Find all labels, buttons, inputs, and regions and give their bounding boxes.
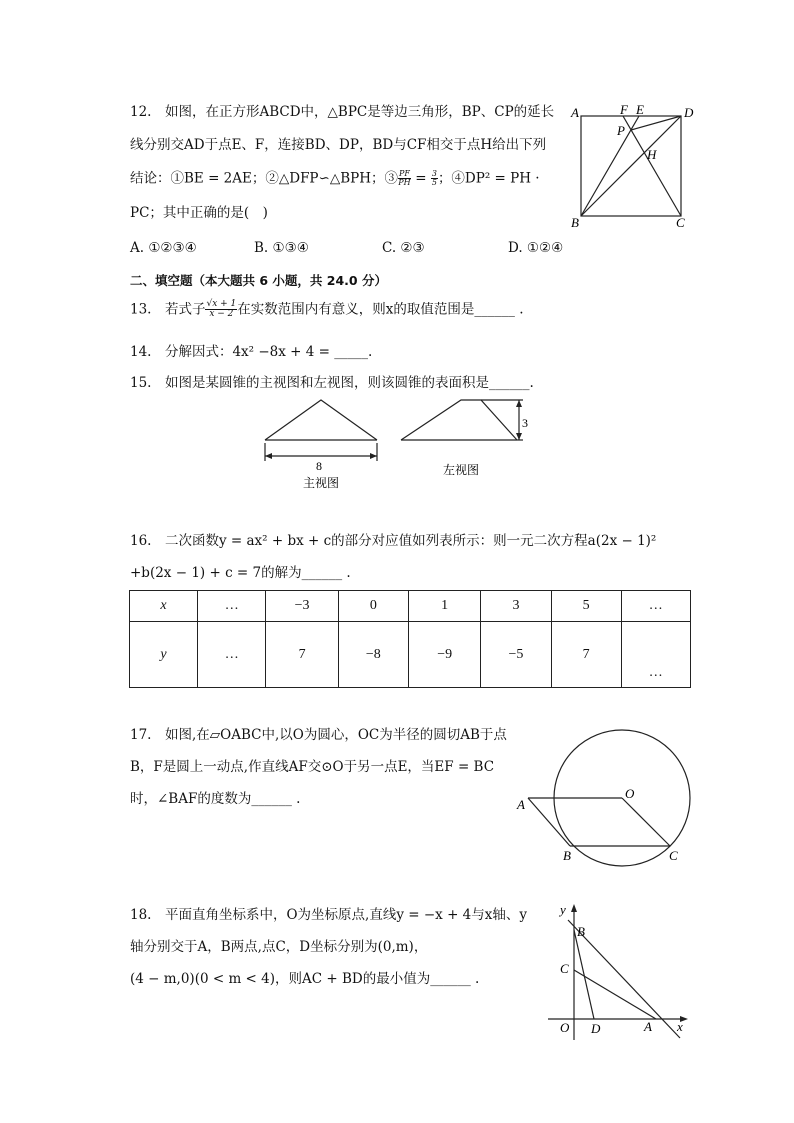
frac-eq: = [410, 170, 431, 187]
q17-circle-figure [512, 738, 697, 866]
cell: … [621, 622, 690, 688]
q12-line3-a: 结论：①BE = 2AE；②△DFP∽△BPH；③ [130, 170, 398, 187]
cell: 0 [338, 591, 408, 622]
arrow-down [516, 433, 522, 440]
q12-line4: PC；其中正确的是( ) [130, 205, 268, 221]
q13-fraction [205, 300, 237, 320]
q12-option-c[interactable]: C. ②③ [382, 240, 425, 256]
q12-line3 [130, 170, 540, 188]
q18-line1: 18. 平面直角坐标系中，O为坐标原点,直线y = −x + 4与x轴、y [130, 907, 527, 923]
q18-line2: 轴分别交于A，B两点,点C，D坐标分别为(0,m)， [130, 939, 428, 955]
q13-den: x − 2 [209, 309, 234, 320]
cell: … [198, 622, 266, 688]
q18-line3: (4 − m,0)(0 < m < 4)，则AC + BD的最小值为______ . [130, 971, 480, 987]
q12-line2: 线分别交AD于点E、F，连接BD、DP，BD与CF相交于点H给出下列 [130, 137, 547, 153]
label-a: A [644, 1019, 652, 1034]
frac-num: PF [399, 169, 410, 178]
label-b: B [563, 848, 571, 863]
q13-num: √x + 1 [206, 299, 237, 309]
q12-option-d[interactable]: D. ①②④ [508, 240, 564, 256]
q17-line3: 时，∠BAF的度数为______ . [130, 791, 301, 807]
line-bd [581, 116, 681, 216]
cell: −8 [338, 622, 408, 688]
q12-option-a[interactable]: A. ①②③④ [130, 240, 197, 256]
label-c: C [676, 215, 685, 230]
q16-line2: +b(2x − 1) + c = 7的解为______ . [130, 565, 351, 581]
arrow-up [516, 400, 522, 407]
dim-width-label: 8 [316, 459, 322, 473]
label-d: D [591, 1021, 601, 1036]
q13 [130, 300, 524, 320]
segment-bd [574, 930, 594, 1019]
q15-cone-views [255, 395, 545, 495]
q14: 14. 分解因式：4x² −8x + 4 = _____. [130, 344, 373, 360]
label-a: A [517, 797, 525, 812]
cell: y [130, 622, 198, 688]
cell: x [130, 591, 198, 622]
cell: … [621, 591, 690, 622]
frac2-den: 5 [431, 178, 437, 188]
cell: −5 [481, 622, 551, 688]
dim-height-label: 3 [522, 416, 528, 430]
cell: 5 [551, 591, 621, 622]
label-f: F [620, 102, 628, 117]
q13-post: 在实数范围内有意义，则x的取值范围是______ . [237, 301, 524, 318]
label-b: B [571, 215, 579, 230]
segment-ab [528, 798, 570, 846]
q16-line1: 16. 二次函数y = ax² + bx + c的部分对应值如列表所示：则一元二次方程a(2x − 1)² [130, 533, 657, 549]
label-c: C [669, 848, 678, 863]
label-a: A [571, 105, 579, 120]
q13-pre: 13. 若式子 [130, 301, 206, 318]
arrow-left [265, 453, 272, 459]
label-p: P [617, 123, 625, 138]
y-arrow [571, 904, 577, 912]
label-y: y [560, 902, 566, 917]
cell: … [198, 591, 266, 622]
q12-fraction-pf-ph [398, 170, 411, 188]
cell: −9 [409, 622, 481, 688]
left-view-outline [401, 400, 517, 440]
cell: 7 [266, 622, 338, 688]
q12-fraction-3-5 [431, 170, 438, 188]
label-h: H [647, 147, 657, 162]
front-view-sides [265, 400, 377, 440]
q12-line1: 12. 如图，在正方形ABCD中，△BPC是等边三角形，BP、CP的延长 [130, 104, 555, 120]
frac2-num: 3 [431, 169, 437, 178]
cell: 1 [409, 591, 481, 622]
q15-text: 15. 如图是某圆锥的主视图和左视图，则该圆锥的表面积是______. [130, 375, 534, 391]
table-row-y [130, 622, 691, 688]
label-o: O [560, 1020, 570, 1035]
label-d: D [684, 105, 694, 120]
q12-option-b[interactable]: B. ①③④ [254, 240, 309, 256]
q12-square-figure [565, 100, 695, 230]
q12-line3-b: ；④DP² = PH · [437, 170, 540, 187]
label-e: E [636, 102, 644, 117]
label-x: x [677, 1019, 683, 1034]
arrow-right [370, 453, 377, 459]
caption-left-view: 左视图 [443, 463, 480, 477]
cell: 3 [481, 591, 551, 622]
label-o: O [625, 786, 635, 801]
section-heading: 二、填空题（本大题共 6 小题，共 24.0 分） [130, 273, 387, 288]
table-row-x [130, 591, 691, 622]
caption-front-view: 主视图 [303, 476, 340, 490]
q16-value-table [129, 590, 691, 688]
segment-ca [574, 970, 656, 1019]
frac-den: PH [398, 178, 411, 188]
q18-coordinate-figure [540, 900, 695, 1045]
cell: 7 [551, 622, 621, 688]
q17-line1: 17. 如图,在▱OABC中,以O为圆心，OC为半径的圆切AB于点 [130, 727, 507, 743]
segment-oc [622, 798, 670, 846]
cell: −3 [266, 591, 338, 622]
label-c: C [560, 961, 569, 976]
q17-line2: B，F是圆上一动点,作直线AF交⊙O于另一点E，当EF = BC [130, 759, 495, 775]
label-b: B [577, 924, 585, 939]
